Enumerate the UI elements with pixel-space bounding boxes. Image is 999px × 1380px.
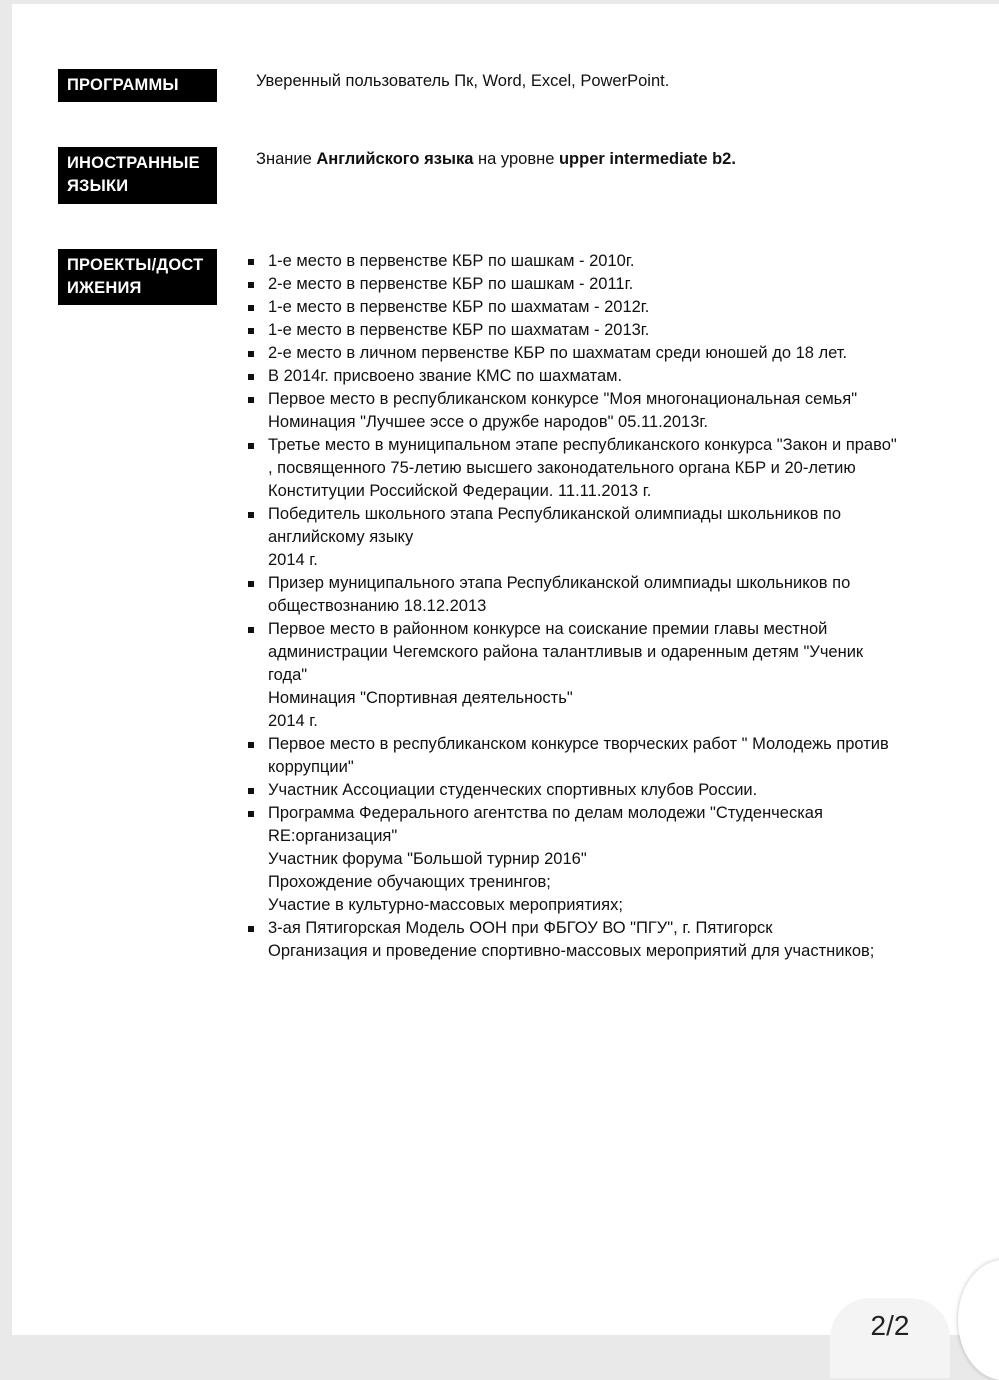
list-item — [248, 319, 968, 342]
square-bullet-icon — [248, 305, 254, 311]
list-item — [248, 733, 968, 779]
languages-text — [256, 148, 736, 171]
list-item-line: Призер муниципального этапа Республиканской олимпиады школьников по — [268, 574, 851, 592]
list-item-line: Прохождение обучающих тренингов; — [268, 873, 551, 891]
languages-text-bold1: Английского языка — [316, 150, 474, 168]
square-bullet-icon — [248, 282, 254, 288]
square-bullet-icon — [248, 259, 254, 265]
projects-label-line2: ИЖЕНИЯ — [67, 279, 142, 297]
list-item-line: Первое место в районном конкурсе на соискание премии главы местной — [268, 620, 828, 638]
programs-label: ПРОГРАММЫ — [58, 69, 217, 102]
square-bullet-icon — [248, 374, 254, 380]
list-item-line: В 2014г. присвоено звание КМС по шахматам. — [268, 367, 623, 385]
list-item-line: Первое место в республиканском конкурсе "Моя многонациональная семья" — [268, 390, 858, 408]
languages-text-bold2: upper intermediate b2. — [558, 150, 736, 168]
list-item — [248, 618, 968, 733]
list-item-line: Победитель школьного этапа Республиканской олимпиады школьников по — [268, 505, 842, 523]
list-item-line: 2014 г. — [268, 551, 318, 569]
list-item-line: 2-е место в первенстве КБР по шашкам - 2011г. — [268, 275, 634, 293]
square-bullet-icon — [248, 926, 254, 932]
list-item — [248, 365, 968, 388]
list-item-line: Участник Ассоциации студенческих спортивных клубов России. — [268, 781, 758, 799]
programs-text: Уверенный пользователь Пк, Word, Excel, PowerPoint. — [256, 72, 670, 90]
list-item-line: , посвященного 75-летию высшего законодательного органа КБР и 20-летию — [268, 459, 856, 477]
list-item-line: обществознанию 18.12.2013 — [268, 597, 487, 615]
list-item-line: администрации Чегемского района талантливыв и одаренным детям "Ученик — [268, 643, 864, 661]
languages-text-part2: на уровне — [473, 150, 559, 168]
projects-label-line1: ПРОЕКТЫ/ДОСТ — [67, 256, 204, 274]
list-item — [248, 296, 968, 319]
list-item — [248, 572, 968, 618]
list-item-line: Первое место в республиканском конкурсе творческих работ " Молодежь против — [268, 735, 889, 753]
list-item-line: 3-ая Пятигорская Модель ООН при ФБГОУ ВО "ПГУ", г. Пятигорск — [268, 919, 773, 937]
list-item-line: 1-е место в первенстве КБР по шахматам - 2012г. — [268, 298, 650, 316]
list-item — [248, 503, 968, 572]
list-item-line: Номинация "Лучшее эссе о дружбе народов" 05.11.2013г. — [268, 413, 708, 431]
languages-text-part1: Знание — [256, 150, 317, 168]
list-item — [248, 388, 968, 434]
square-bullet-icon — [248, 742, 254, 748]
list-item — [248, 917, 968, 963]
list-item-line: 1-е место в первенстве КБР по шахматам - 2013г. — [268, 321, 650, 339]
languages-label-line1: ИНОСТРАННЫЕ — [67, 154, 200, 172]
list-item-line: RE:организация" — [268, 827, 398, 845]
list-item — [248, 250, 968, 273]
languages-label — [58, 147, 217, 204]
square-bullet-icon — [248, 627, 254, 633]
square-bullet-icon — [248, 328, 254, 334]
list-item-line: коррупции" — [268, 758, 354, 776]
projects-list — [248, 250, 968, 963]
list-item-line: 1-е место в первенстве КБР по шашкам - 2010г. — [268, 252, 635, 270]
list-item-line: Номинация "Спортивная деятельность" — [268, 689, 573, 707]
list-item-line: Программа Федерального агентства по делам молодежи "Студенческая — [268, 804, 823, 822]
list-item-line: года" — [268, 666, 308, 684]
list-item — [248, 802, 968, 917]
list-item-line: Организация и проведение спортивно-массовых мероприятий для участников; — [268, 942, 875, 960]
document-page — [12, 4, 999, 1341]
list-item — [248, 434, 968, 503]
page-indicator: 2/2 — [830, 1298, 950, 1378]
list-item-line: 2014 г. — [268, 712, 318, 730]
square-bullet-icon — [248, 443, 254, 449]
list-item — [248, 273, 968, 296]
list-item-line: Третье место в муниципальном этапе республиканского конкурса "Закон и право" — [268, 436, 897, 454]
list-item-line: Конституции Российской Федерации. 11.11.2013 г. — [268, 482, 652, 500]
list-item-line: английскому языку — [268, 528, 414, 546]
square-bullet-icon — [248, 581, 254, 587]
list-item-line: 2-е место в личном первенстве КБР по шахматам среди юношей до 18 лет. — [268, 344, 848, 362]
list-item-line: Участие в культурно-массовых мероприятиях; — [268, 896, 623, 914]
projects-label — [58, 249, 217, 305]
list-item-line: Участник форума "Большой турнир 2016" — [268, 850, 587, 868]
square-bullet-icon — [248, 811, 254, 817]
square-bullet-icon — [248, 788, 254, 794]
square-bullet-icon — [248, 397, 254, 403]
languages-label-line2: ЯЗЫКИ — [67, 177, 129, 195]
list-item — [248, 342, 968, 365]
list-item — [248, 779, 968, 802]
square-bullet-icon — [248, 512, 254, 518]
square-bullet-icon — [248, 351, 254, 357]
